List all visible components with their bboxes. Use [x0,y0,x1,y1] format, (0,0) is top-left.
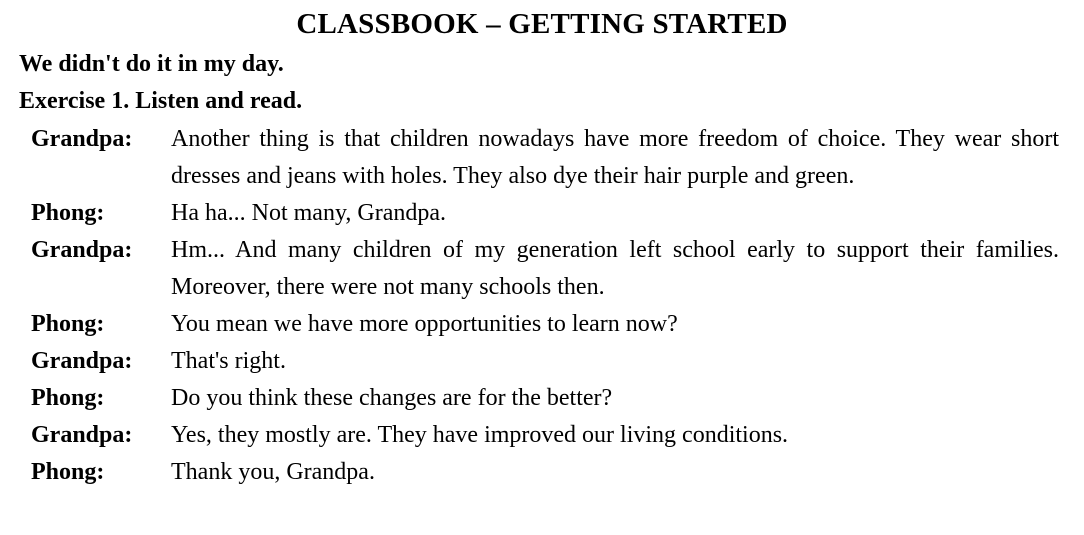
speaker-label: Phong: [31,459,105,485]
dialogue-line: Another thing is that children nowadays have more freedom of choice. They wear short dresses and jeans with holes. They also dye their hair purple and green. [171,126,1059,189]
dialogue-turn [31,380,1059,417]
dialogue-turn [31,306,1059,343]
dialogue-line: Do you think these changes are for the better? [171,385,613,411]
speaker-label: Phong: [31,200,105,226]
dialogue-line: Ha ha... Not many, Grandpa. [171,200,447,226]
dialogue-turn [31,195,1059,232]
speaker-label: Grandpa: [31,422,133,448]
page-title: CLASSBOOK – GETTING STARTED [296,8,788,40]
speaker-label: Grandpa: [31,126,133,152]
dialogue-turn [31,232,1059,306]
dialogue-line: Yes, they mostly are. They have improved our living conditions. [171,422,789,448]
dialogue-turn [31,417,1059,454]
section-heading: We didn't do it in my day. [19,51,284,77]
speaker-label: Grandpa: [31,348,133,374]
speaker-label: Grandpa: [31,237,133,263]
dialogue-line: That's right. [171,348,286,374]
dialogue-line: Hm... And many children of my generation left school early to support their families. Moreover, there were not many schools then. [171,237,1059,300]
dialogue-line: You mean we have more opportunities to learn now? [171,311,678,337]
dialogue [31,121,1059,491]
dialogue-turn [31,121,1059,195]
dialogue-turn [31,343,1059,380]
dialogue-turn [31,454,1059,491]
dialogue-line: Thank you, Grandpa. [171,459,375,485]
speaker-label: Phong: [31,311,105,337]
exercise-heading: Exercise 1. Listen and read. [19,88,303,114]
speaker-label: Phong: [31,385,105,411]
